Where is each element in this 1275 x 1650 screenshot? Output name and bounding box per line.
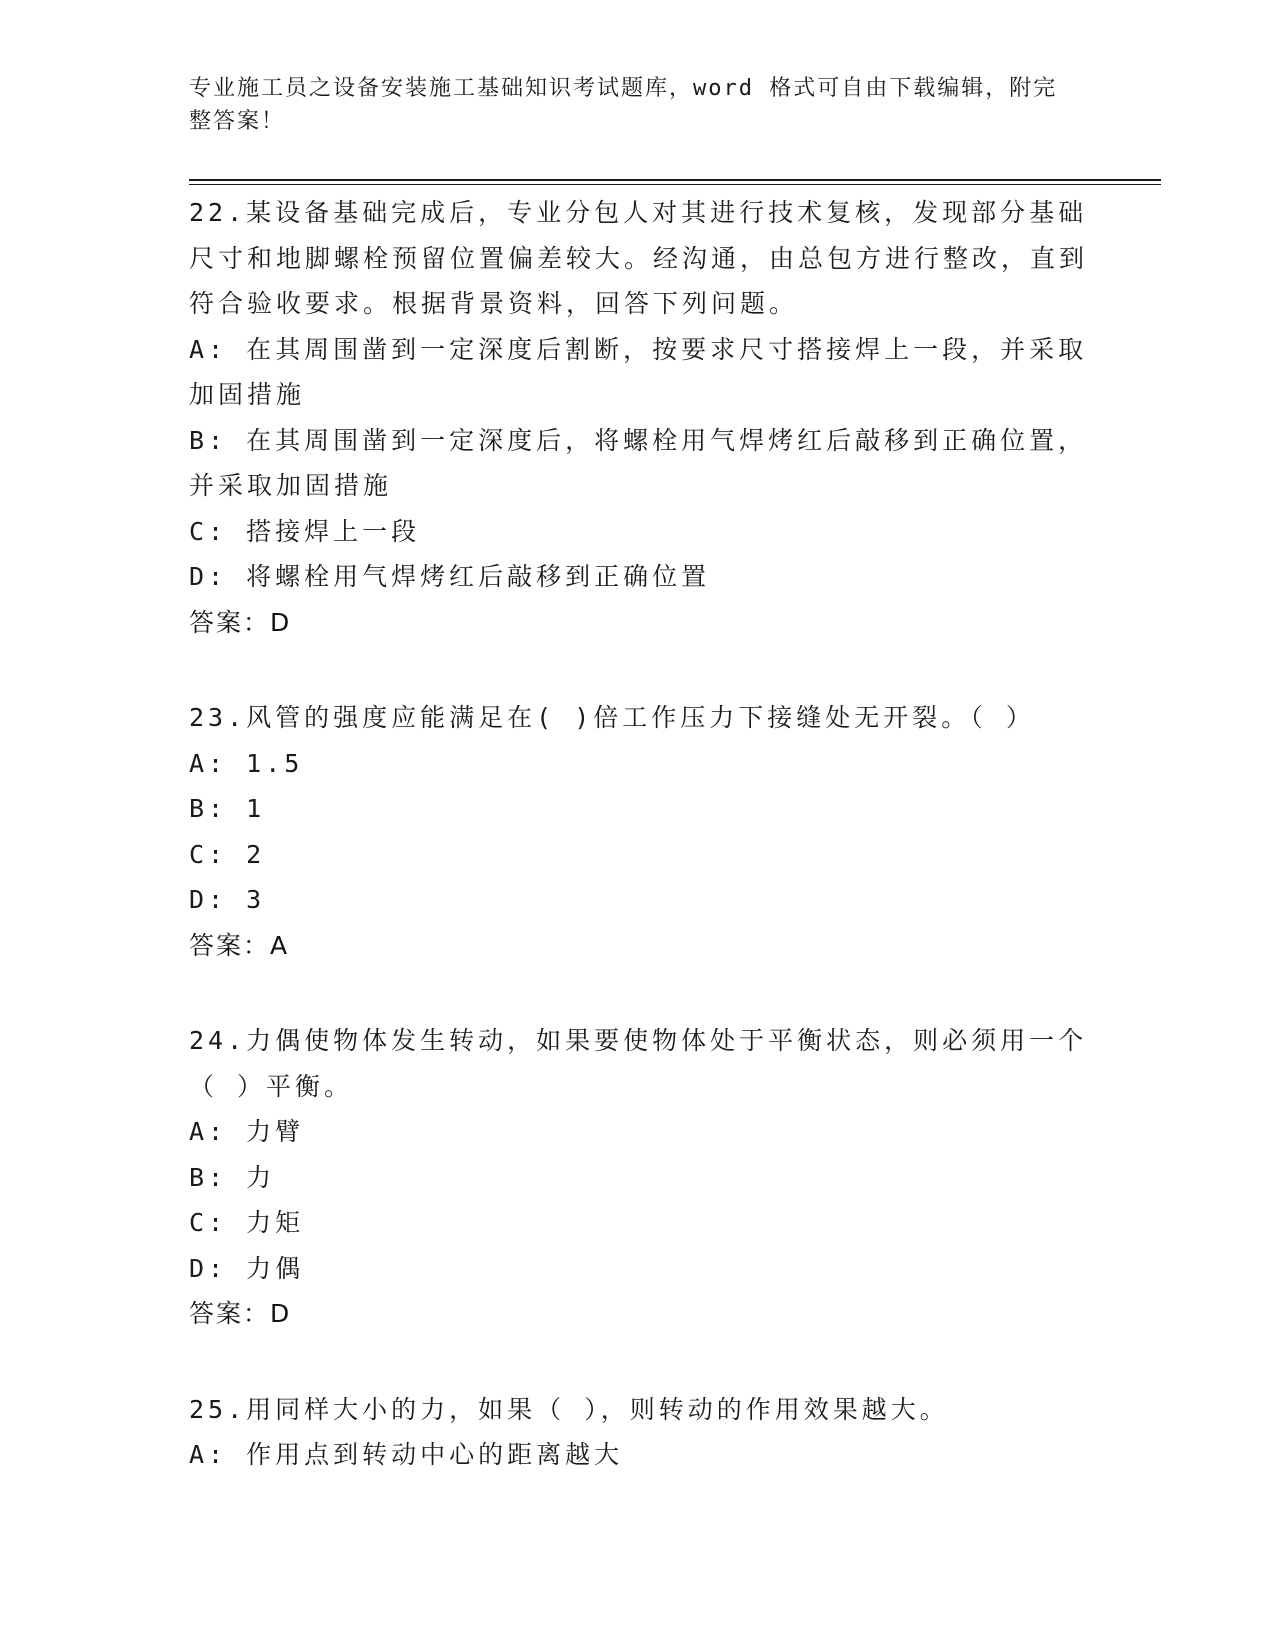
option-a: A: 力臂 [189,1117,305,1146]
option-d: D: 将螺栓用气焊烤红后敲移到正确位置 [189,562,711,591]
option-b: B: 力 [189,1162,276,1192]
question-24 [189,1018,1089,1337]
question-stem: 24.力偶使物体发生转动，如果要使物体处于平衡状态，则必须用一个（ ）平衡。 [189,1026,1088,1101]
header-rule-top [189,179,1161,181]
question-22 [189,190,1089,645]
answer-text: 答案：D [189,607,292,637]
question-25 [189,1387,1089,1478]
header-rule-bottom [189,184,1161,185]
option-a: A: 1.5 [189,748,304,778]
option-a: A: 作用点到转动中心的距离越大 [189,1440,624,1469]
option-b: B: 1 [189,794,266,823]
question-list [189,190,1089,1528]
answer-text: 答案：A [189,930,290,960]
option-a: A: 在其周围凿到一定深度后割断，按要求尺寸搭接焊上一段，并采取加固措施 [189,334,1088,409]
document-header: 专业施工员之设备安装施工基础知识考试题库，word 格式可自由下载编辑，附完整答案！ [189,76,1058,134]
option-c: C: 力矩 [189,1208,305,1237]
option-c: C: 2 [189,839,266,869]
question-stem: 23.风管的强度应能满足在( )倍工作压力下接缝处无开裂。（ ） [189,703,1035,732]
question-stem: 25.用同样大小的力，如果（ ），则转动的作用效果越大。 [189,1394,949,1424]
option-d: D: 3 [189,885,266,914]
option-c: C: 搭接焊上一段 [189,516,421,546]
option-d: D: 力偶 [189,1253,305,1283]
answer-text: 答案：D [189,1299,292,1328]
question-stem: 22.某设备基础完成后，专业分包人对其进行技术复核，发现部分基础尺寸和地脚螺栓预留位置偏差较大。经沟通，由总包方进行整改，直到符合验收要求。根据背景资料，回答下列问题。 [189,198,1089,318]
question-23 [189,695,1089,968]
option-b: B: 在其周围凿到一定深度后，将螺栓用气焊烤红后敲移到正确位置，并采取加固措施 [189,425,1088,500]
